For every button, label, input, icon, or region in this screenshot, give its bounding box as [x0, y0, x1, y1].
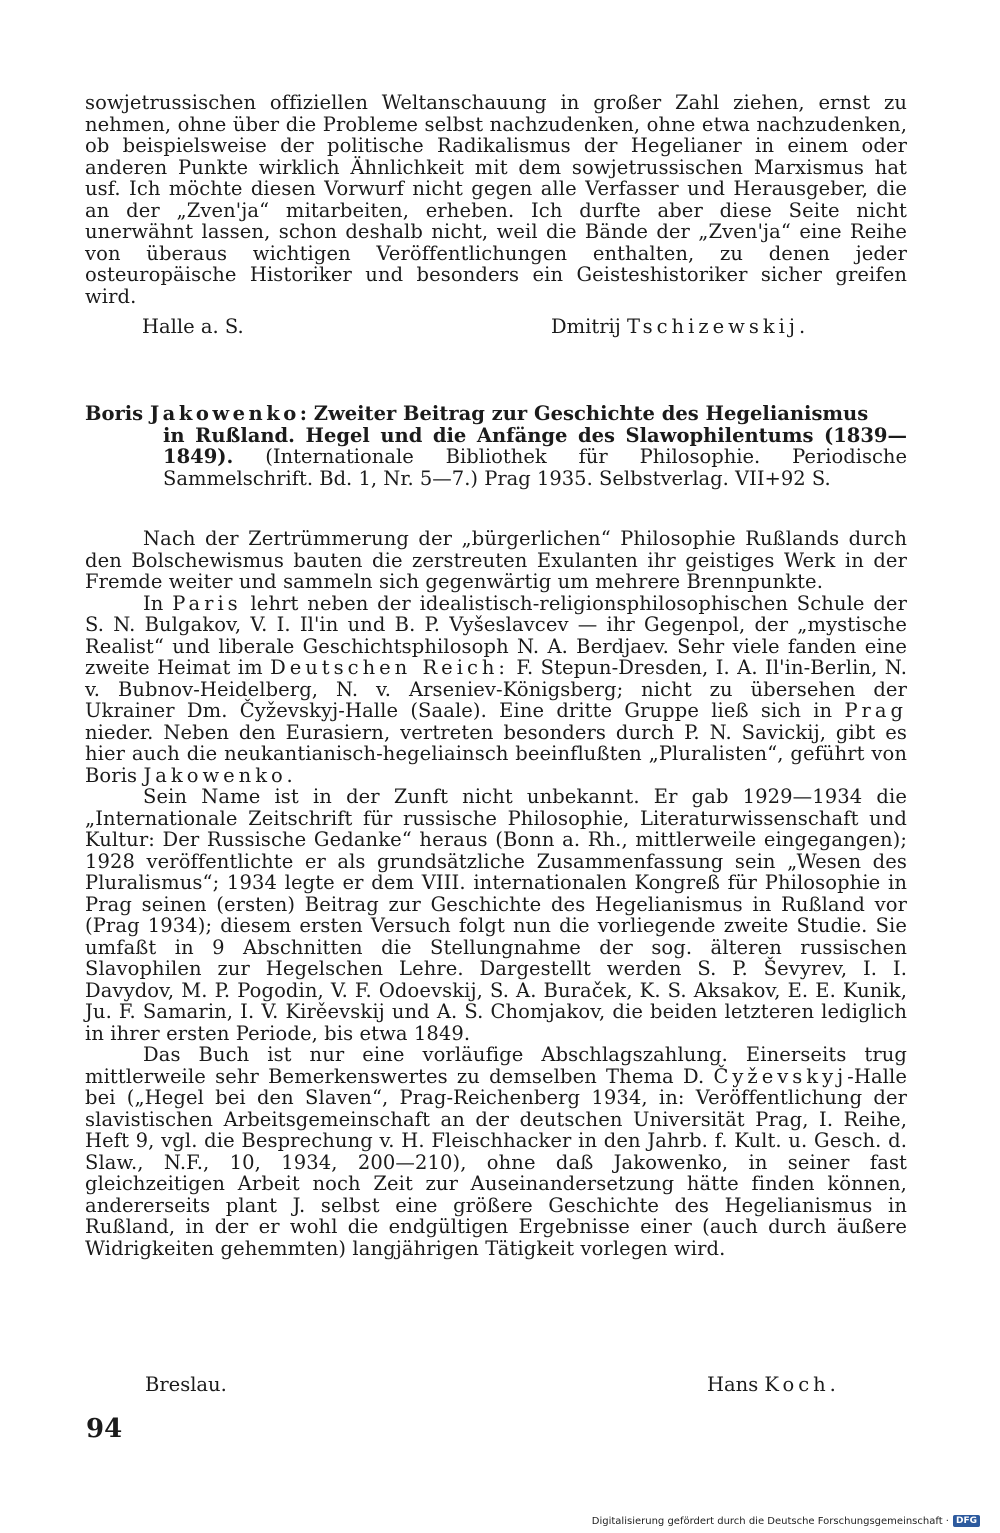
footer-text: Digitalisierung gefördert durch die Deutsche Forschungsgemeinschaft ·	[591, 1515, 949, 1527]
review-2-body	[85, 528, 907, 1259]
review-2-author	[85, 402, 300, 425]
review-2-heading	[85, 403, 907, 489]
p4-name: Čyževskyj	[713, 1064, 848, 1088]
review-2-reviewer	[707, 1374, 840, 1396]
dfg-logo[interactable]: DFG	[953, 1515, 980, 1527]
p2-text-a: In	[143, 591, 164, 615]
review-2-title-part2: in Rußland. Hegel und die Anfänge des Slawophilentums (1839—	[163, 423, 907, 447]
review-2-reviewer-last: Koch.	[764, 1373, 840, 1396]
review-2-author-first: Boris	[85, 402, 144, 425]
review-1-reviewer-first: Dmitrij	[551, 315, 621, 338]
review-2-title-part1: : Zweiter Beitrag zur Geschichte des Hegelianismus	[299, 402, 869, 425]
review-2-details: (Internationale Bibliothek für Philosophie. Periodische Sammelschrift. Bd. 1, Nr. 5—7.) Prag 1935. Selbstverlag. VII+92 S.	[163, 445, 907, 490]
p2-text-d: nieder. Neben den Eurasiern, vertreten besonders durch P. N. Savickij, gibt es hier auch die neukantianisch-hegeliainsch beeinflußten „Pluralisten“, geführt von Boris	[85, 720, 907, 787]
review-2-paragraph-1: Nach der Zertrümmerung der „bürgerlichen“ Philosophie Rußlands durch den Bolschewismus bauten die zerstreuten Exulanten ihr geistiges Werk in der Fremde weiter und sammeln sich gegenwärtig um mehrere Brennpunkte.	[85, 527, 907, 593]
review-1-paragraph: sowjetrussischen offiziellen Weltanschauung in großer Zahl ziehen, ernst zu nehmen, ohne über die Probleme selbst nachzudenken, ohne etwa nachzudenken, ob beispielsweise der politische Radikalismus der Hegelianer in einem oder anderen Punkte wirklich Ähnlichkeit mit dem sowjetrussischen Marxismus hat usf. Ich möchte diesen Vorwurf nicht gegen alle Verfasser und Herausgeber, die an der „Zven'ja“ mitarbeiten, erheben. Ich durfte aber diese Seite nicht unerwähnt lassen, schon deshalb nicht, weil die Bände der „Zven'ja“ eine Reihe von überaus wichtigen Veröffentlichungen enthalten, zu denen jeder osteuropäische Historiker und besonders ein Geisteshistoriker sicher greifen wird.	[85, 91, 907, 308]
review-1-reviewer	[551, 316, 809, 338]
p2-prag: Prag	[844, 699, 907, 722]
review-2-paragraph-3: Sein Name ist in der Zunft nicht unbekannt. Er gab 1929—1934 die „Internationale Zeitschrift für russische Philosophie, Literaturwissenschaft und Kultur: Der Russische Gedanke“ heraus (Bonn a. Rh., mittlerweile eingegangen); 1928 veröffentlichte er als grundsätzliche Zusammenfassung sein „Wesen des Pluralismus“; 1934 legte er dem VIII. internationalen Kongreß für Philosophie in Prag seinen (ersten) Beitrag zur Geschichte des Hegelianismus in Rußland vor (Prag 1934); diesem ersten Versuch folgt nun die vorliegende zweite Studie. Sie umfaßt in 9 Abschnitten die Stellungnahme der sog. älteren russischen Slavophilen zur Hegelschen Lehre. Dargestellt werden S. P. Ševyrev, I. I. Davydov, M. P. Pogodin, V. F. Odoevskij, S. A. Buraček, K. S. Aksakov, E. E. Kunik, Ju. F. Samarin, I. V. Kirěevskij und A. S. Chomjakov, die beiden letzteren lediglich in ihrer ersten Periode, bis etwa 1849.	[85, 785, 907, 1045]
review-1-reviewer-last: Tschizewskij.	[627, 315, 810, 338]
p2-reich: Deutschen Reich:	[270, 656, 510, 679]
review-2-reviewer-first: Hans	[707, 1373, 759, 1396]
review-2-author-last: Jakowenko	[149, 402, 300, 425]
p2-name: Jakowenko.	[143, 763, 297, 787]
review-2-title-part3: 1849).	[163, 445, 234, 468]
p2-paris: Paris	[172, 591, 242, 615]
p4-text-b: -Halle bei („Hegel bei den Slaven“, Prag-Reichenberg 1934, in: Veröffentlichung der slavistischen Arbeitsgemeinschaft an der deutschen Universität Prag, I. Reihe, Heft 9, vgl. die Besprechung v. H. Fleischhacker in den Jahrb. f. Kult. u. Gesch. d. Slaw., N.F., 10, 1934, 200—210), ohne daß Jakowenko, in seiner fast gleichzeitigen Arbeit noch Zeit zur Auseinandersetzung hätte finden können, andererseits plant J. selbst eine größere Geschichte des Hegelianismus in Rußland, in der er wohl die endgültigen Ergebnisse einer (auch durch äußere Widrigkeiten gehemmten) langjährigen Tätigkeit vorlegen wird.	[85, 1064, 907, 1260]
page-number: 94	[86, 1414, 123, 1444]
p2-text-b: lehrt neben der idealistisch-religionsphilosophischen Schule der S. N. Bulgakov, V. I. Il'in und B. P. Vyšeslavcev — ihr Gegenpol, der „mystische Realist“ und liberale Geschichtsphilosoph N. A. Berdjaev. Sehr viele fanden eine zweite Heimat im	[85, 591, 907, 679]
review-2-title-continued	[85, 425, 907, 490]
review-2-place: Breslau.	[145, 1373, 227, 1396]
footer	[592, 1515, 980, 1527]
review-1-text	[85, 92, 907, 307]
p4-text-a: Das Buch ist nur eine vorläufige Abschlagszahlung. Einerseits trug mittlerweile sehr Bemerkenswertes zu demselben Thema D.	[85, 1043, 907, 1088]
review-2-paragraph-4	[85, 1044, 907, 1259]
review-1-place: Halle a. S.	[142, 315, 244, 338]
review-2-paragraph-2	[85, 593, 907, 787]
p2-text-c: F. Stepun-Dresden, I. A. Il'in-Berlin, N. v. Bubnov-Heidelberg, N. v. Arseniev-Königsberg; nicht zu übersehen der Ukrainer Dm. Čyževskyj-Halle (Saale). Eine dritte Gruppe ließ sich in	[85, 656, 907, 722]
